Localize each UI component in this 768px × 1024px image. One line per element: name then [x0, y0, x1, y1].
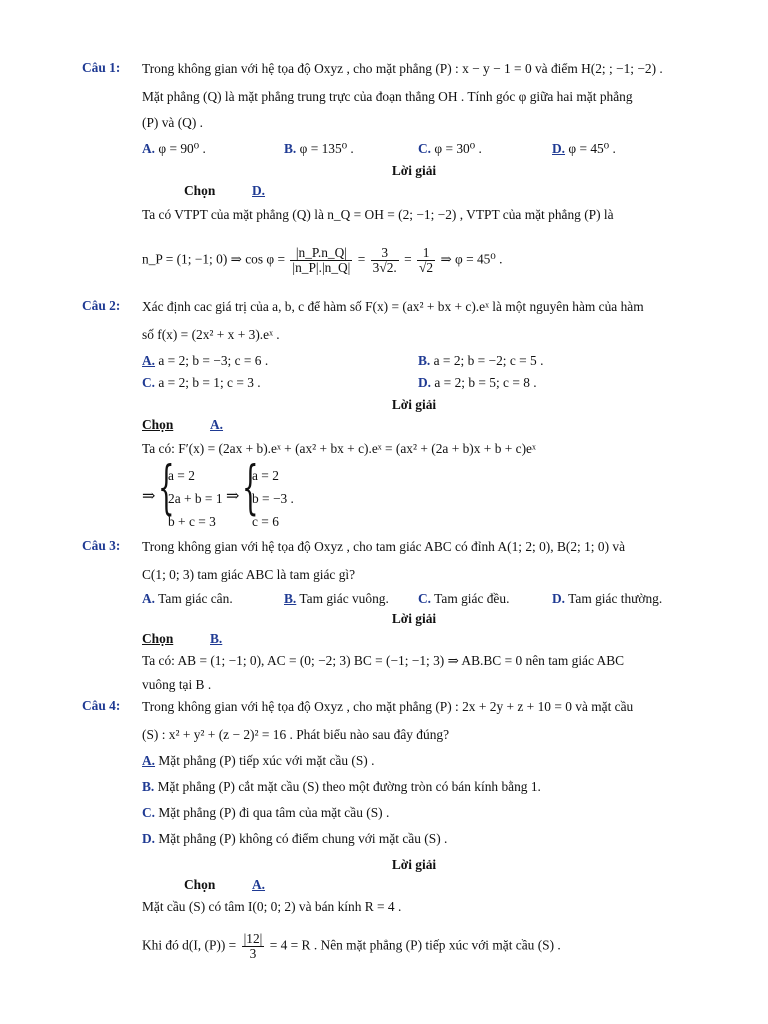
equals-sign: =	[357, 251, 366, 267]
q4-option-b	[142, 778, 541, 796]
q1-option-c	[418, 140, 482, 158]
q3-solution-title: Lời giải	[391, 611, 437, 626]
q3-option-a	[142, 590, 233, 608]
q3-solution-line-2: vuông tại B .	[142, 677, 212, 692]
q2-option-b	[418, 352, 543, 370]
option-letter: C.	[418, 141, 432, 156]
option-text: a = 2; b = 5; c = 8 .	[431, 375, 537, 390]
fraction-denominator: 3	[249, 946, 257, 961]
q2-chon-label: Chọn	[142, 417, 174, 432]
q2-chon-answer: A.	[210, 417, 224, 432]
system-eq: 2a + b = 1	[168, 491, 223, 506]
q2-option-d	[418, 374, 537, 392]
q1-solution-title: Lời giải	[391, 163, 437, 178]
option-text: a = 2; b = −2; c = 5 .	[430, 353, 544, 368]
option-letter: D.	[552, 591, 566, 606]
q3-chon-label: Chọn	[142, 631, 174, 646]
question-3-number: Câu 3:	[82, 538, 121, 553]
q4-chon-label: Chọn	[184, 877, 216, 892]
q1-fraction-2	[371, 246, 399, 275]
q4-chon-answer: A.	[252, 877, 266, 892]
left-brace-icon: {	[242, 453, 259, 521]
option-text: Tam giác đều.	[431, 591, 510, 606]
system-eq: a = 2	[252, 468, 279, 483]
q2-option-c	[142, 374, 261, 392]
q1-option-d	[552, 140, 616, 158]
q4-option-d	[142, 830, 447, 848]
q3-chon-answer: B.	[210, 631, 223, 646]
option-letter: B.	[142, 779, 155, 794]
option-text: a = 2; b = −3; c = 6 .	[155, 353, 269, 368]
fraction-numerator: |12|	[243, 931, 263, 946]
question-2-line-2: số f(x) = (2x² + x + 3).eˣ .	[142, 327, 280, 342]
q2-option-a	[142, 352, 268, 370]
q2-system-2	[252, 464, 294, 533]
option-letter: B.	[284, 591, 297, 606]
fraction-numerator: |n_P.n_Q|	[290, 246, 352, 261]
question-2-line-1: Xác định cac giá trị của a, b, c để hàm số F(x) = (ax² + bx + c).eˣ là một nguyên hàm của hàm	[142, 299, 644, 314]
system-eq: b = −3 .	[252, 491, 294, 506]
q1-chon-label: Chọn	[184, 183, 216, 198]
q4-sol-text: Khi đó d(I, (P)) =	[142, 937, 237, 953]
option-text: Tam giác cân.	[155, 591, 233, 606]
q4-solution-line-2	[142, 932, 561, 961]
question-2-number: Câu 2:	[82, 298, 121, 313]
fraction-denominator: |n_P|.|n_Q|	[292, 260, 351, 275]
q4-option-c	[142, 804, 389, 822]
q4-option-a	[142, 752, 374, 770]
option-letter: D.	[142, 831, 156, 846]
option-text: Mặt phẳng (P) không có điểm chung với mặt cầu (S) .	[155, 831, 448, 846]
option-letter: A.	[142, 353, 156, 368]
option-letter: C.	[418, 591, 432, 606]
question-4-line-1: Trong không gian với hệ tọa độ Oxyz , cho mặt phẳng (P) : 2x + 2y + z + 10 = 0 và mặt cầu	[142, 699, 634, 714]
fraction-denominator: √2	[419, 260, 434, 275]
question-1-line-3: (P) và (Q) .	[142, 115, 203, 130]
question-1-number: Câu 1:	[82, 60, 121, 75]
option-text: Mặt phẳng (P) đi qua tâm của mặt cầu (S) .	[155, 805, 390, 820]
system-eq: b + c = 3	[168, 514, 216, 529]
q4-fraction	[242, 932, 265, 961]
q3-option-d	[552, 590, 662, 608]
q2-solution-line-1: Ta có: F′(x) = (2ax + b).eˣ + (ax² + bx + c).eˣ = (ax² + (2a + b)x + b + c)eˣ	[142, 441, 536, 456]
option-text: φ = 90⁰ .	[155, 141, 206, 156]
q1-chon-answer: D.	[252, 183, 266, 198]
option-letter: C.	[142, 375, 156, 390]
q1-sol-text: n_P = (1; −1; 0) ⇒ cos φ =	[142, 251, 286, 267]
option-text: Tam giác vuông.	[296, 591, 389, 606]
q2-implies-arrow-2: ⇒	[226, 488, 240, 505]
q1-solution-line-2	[142, 246, 502, 275]
q3-solution-line-1: Ta có: AB = (1; −1; 0), AC = (0; −2; 3) BC = (−1; −1; 3) ⇒ AB.BC = 0 nên tam giác ABC	[142, 653, 625, 668]
system-eq: a = 2	[168, 468, 195, 483]
option-letter: A.	[142, 753, 156, 768]
question-1-line-2: Mặt phẳng (Q) là mặt phẳng trung trực của đoạn thẳng OH . Tính góc φ giữa hai mặt phẳng	[142, 89, 633, 104]
q4-solution-title: Lời giải	[391, 857, 437, 872]
option-text: a = 2; b = 1; c = 3 .	[155, 375, 261, 390]
option-letter: B.	[284, 141, 297, 156]
q1-sol-end: ⇒ φ = 45⁰ .	[440, 251, 503, 267]
q1-option-b	[284, 140, 354, 158]
system-eq: c = 6	[252, 514, 279, 529]
q4-sol-end: = 4 = R . Nên mặt phẳng (P) tiếp xúc với mặt cầu (S) .	[269, 937, 561, 953]
question-1-line-1: Trong không gian với hệ tọa độ Oxyz , cho mặt phẳng (P) : x − y − 1 = 0 và điểm H(2; ; −1; −2) .	[142, 61, 663, 76]
fraction-denominator: 3√2.	[372, 260, 397, 275]
q3-option-c	[418, 590, 509, 608]
question-3-line-2: C(1; 0; 3) tam giác ABC là tam giác gì?	[142, 567, 356, 582]
option-letter: D.	[418, 375, 432, 390]
q2-system-1	[168, 464, 223, 533]
option-text: Mặt phẳng (P) cắt mặt cầu (S) theo một đường tròn có bán kính bằng 1.	[154, 779, 541, 794]
q1-fraction-1	[290, 246, 352, 275]
q2-solution-title: Lời giải	[391, 397, 437, 412]
q3-option-b	[284, 590, 389, 608]
q1-option-a	[142, 140, 206, 158]
option-text: φ = 45⁰ .	[565, 141, 616, 156]
question-4-number: Câu 4:	[82, 698, 121, 713]
option-text: Mặt phẳng (P) tiếp xúc với mặt cầu (S) .	[155, 753, 375, 768]
q1-solution-line-1: Ta có VTPT của mặt phẳng (Q) là n_Q = OH = (2; −1; −2) , VTPT của mặt phẳng (P) là	[142, 207, 614, 222]
option-letter: B.	[418, 353, 431, 368]
q2-implies-arrow: ⇒	[142, 488, 156, 505]
q1-fraction-3	[417, 246, 435, 275]
q4-solution-line-1: Mặt cầu (S) có tâm I(0; 0; 2) và bán kính R = 4 .	[142, 899, 402, 914]
question-4-line-2: (S) : x² + y² + (z − 2)² = 16 . Phát biểu nào sau đây đúng?	[142, 727, 450, 742]
equals-sign: =	[404, 251, 412, 267]
option-letter: C.	[142, 805, 156, 820]
question-3-line-1: Trong không gian với hệ tọa độ Oxyz , cho tam giác ABC có đỉnh A(1; 2; 0), B(2; 1; 0) và	[142, 539, 626, 554]
option-letter: D.	[552, 141, 566, 156]
option-text: Tam giác thường.	[565, 591, 663, 606]
fraction-numerator: 1	[417, 246, 435, 261]
option-letter: A.	[142, 141, 156, 156]
option-text: φ = 135⁰ .	[296, 141, 354, 156]
option-letter: A.	[142, 591, 156, 606]
option-text: φ = 30⁰ .	[431, 141, 482, 156]
left-brace-icon: {	[158, 453, 175, 521]
fraction-numerator: 3	[371, 246, 399, 261]
